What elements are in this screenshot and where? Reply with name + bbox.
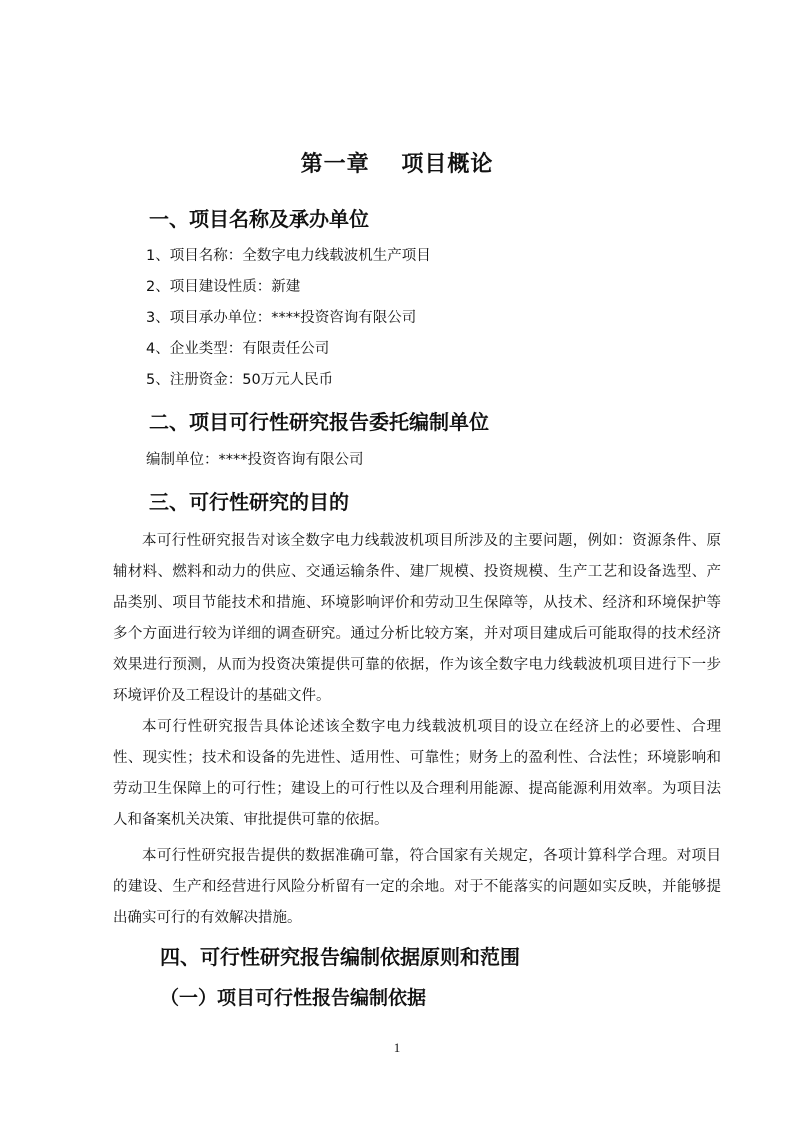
section-heading-4: 四、可行性研究报告编制依据原则和范围 xyxy=(160,945,520,969)
subsection-heading: （一）项目可行性报告编制依据 xyxy=(160,987,427,1009)
project-organizer-item: 3、项目承办单位：****投资咨询有限公司 xyxy=(146,310,417,326)
registered-capital-item: 5、注册资金：50万元人民币 xyxy=(146,372,334,388)
section-heading-1: 一、项目名称及承办单位 xyxy=(149,207,369,231)
chapter-title: 第一章 项目概论 xyxy=(300,151,494,177)
purpose-paragraph-2: 本可行性研究报告具体论述该全数字电力线载波机项目的设立在经济上的必要性、合理性、现实性；技术和设备的先进性、适用性、可靠性；财务上的盈利性、合法性；环境影响和劳动卫生保障上的可行性；建设上的可行性以及合理利用能源、提高能源利用效率。为项目法人和备案机关决策、审批提供可靠的依据。 xyxy=(113,719,721,828)
compiling-unit-item: 编制单位：****投资咨询有限公司 xyxy=(146,452,364,468)
section-heading-2: 二、项目可行性研究报告委托编制单位 xyxy=(149,410,489,434)
enterprise-type-item: 4、企业类型：有限责任公司 xyxy=(146,341,330,357)
project-nature-item: 2、项目建设性质：新建 xyxy=(146,279,301,295)
purpose-paragraph-1: 本可行性研究报告对该全数字电力线载波机项目所涉及的主要问题，例如：资源条件、原辅材料、燃料和动力的供应、交通运输条件、建厂规模、投资规模、生产工艺和设备选型、产品类别、项目节能技术和措施、环境影响评价和劳动卫生保障等，从技术、经济和环境保护等多个方面进行较为详细的调查研究。通过分析比较方案，并对项目建成后可能取得的技术经济效果进行预测，从而为投资决策提供可靠的依据，作为该全数字电力线载波机项目进行下一步环境评价及工程设计的基础文件。 xyxy=(113,533,721,704)
project-name-item: 1、项目名称：全数字电力线载波机生产项目 xyxy=(146,248,431,264)
purpose-paragraph-3: 本可行性研究报告提供的数据准确可靠，符合国家有关规定，各项计算科学合理。对项目的建设、生产和经营进行风险分析留有一定的余地。对于不能落实的问题如实反映，并能够提出确实可行的有效解决措施。 xyxy=(113,848,721,926)
section-heading-3: 三、可行性研究的目的 xyxy=(149,490,349,514)
page-number: 1 xyxy=(393,1040,401,1055)
